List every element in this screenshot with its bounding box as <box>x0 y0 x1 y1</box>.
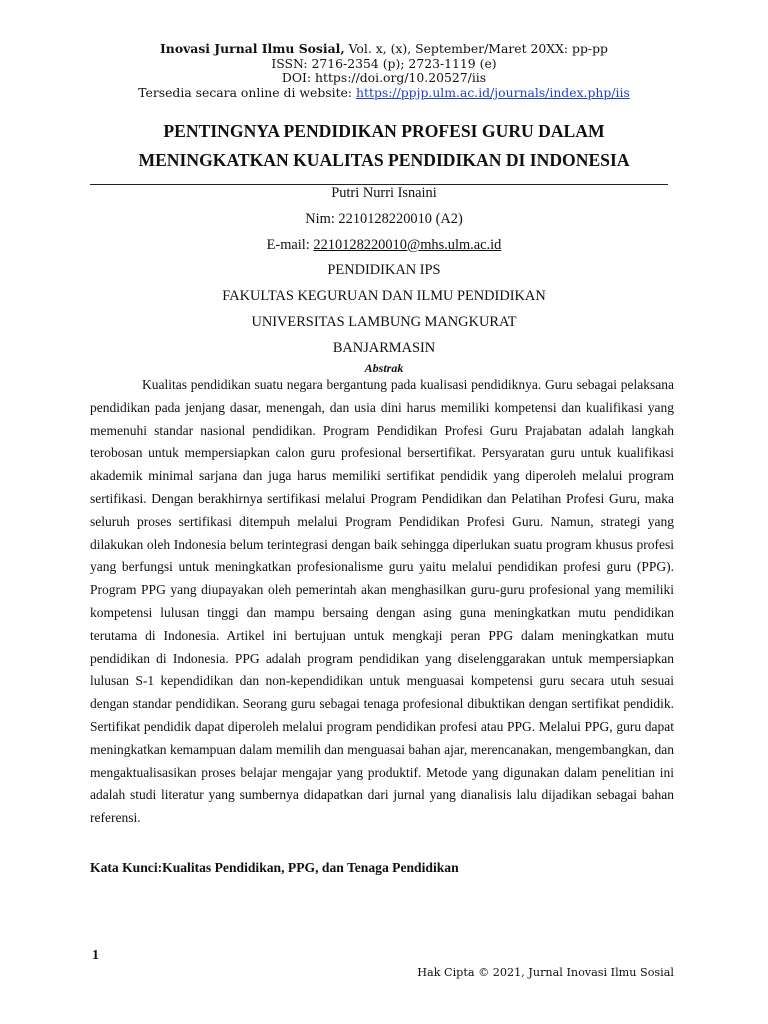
abstract-heading: Abstrak <box>364 361 404 375</box>
title-line-1: PENTINGNYA PENDIDIKAN PROFESI GURU DALAM <box>163 121 605 141</box>
online-prefix: Tersedia secara online di website: <box>138 84 356 100</box>
author-nim: Nim: 2210128220010 (A2) <box>305 210 463 227</box>
journal-meta: Vol. x, (x), September/Maret 20XX: pp-pp <box>344 41 608 56</box>
journal-name: Inovasi Jurnal Ilmu Sosial, <box>160 41 345 56</box>
author-faculty: FAKULTAS KEGURUAN DAN ILMU PENDIDIKAN <box>222 288 546 305</box>
author-program: PENDIDIKAN IPS <box>327 262 441 279</box>
author-city: BANJARMASIN <box>332 339 436 356</box>
keywords-line: Kata Kunci:Kualitas Pendidikan, PPG, dan Tenaga Pendidikan <box>90 860 459 875</box>
author-email-link[interactable]: 2210128220010@mhs.ulm.ac.id <box>313 236 502 253</box>
journal-header <box>90 42 678 100</box>
copyright-footer: Hak Cipta © 2021, Jurnal Inovasi Ilmu Sosial <box>417 966 674 979</box>
author-block <box>90 181 678 362</box>
abstract-body: Kualitas pendidikan suatu negara bergantung pada kualisasi pendidiknya. Guru sebagai pelaksana pendidikan pada jenjang dasar, menengah, dan usia dini harus memiliki kompetensi dan kualifikasi yang memenuhi standar nasional pendidikan. Program Pendidikan Profesi Guru Prajabatan adalah langkah terobosan untuk mempersiapkan calon guru profesional bersertifikat. Persyaratan guru untuk kualifikasi akademik minimal sarjana dan juga harus memiliki sertifikat pendidik yang diperoleh melalui program sertifikasi. Dengan berakhirnya sertifikasi melalui Program Pendidikan dan Pelatihan Profesi Guru, maka seluruh proses sertifikasi ditempuh melalui Program Pendidikan Profesi Guru. Namun, strategi yang dilakukan oleh Indonesia belum terintegrasi dengan baik sehingga diperlukan suatu program khusus profesi yang berfungsi untuk meningkatkan profesionalisme guru yaitu melalui pendidikan profesi guru (PPG). Program PPG yang diupayakan oleh pemerintah akan menghasilkan guru-guru profesional yang memiliki kompetensi lulusan tinggi dan mampu bersaing dengan asing guna meningkatkan mutu pendidikan terutama di Indonesia. Artikel ini bertujuan untuk mengkaji peran PPG dalam meningkatkan mutu pendidikan di Indonesia. PPG adalah program pendidikan yang diselenggarakan untuk mempersiapkan lulusan S-1 kependidikan dan non-kependidikan untuk menguasai kompetensi guru secara utuh sesuai dengan standar pendidikan. Seorang guru sebagai tenaga profesional dibuktikan dengan sertifikat pendidik. Sertifikat pendidik dapat diperoleh melalui program pendidikan profesi atau PPG. Melalui PPG, guru dapat meningkatkan kemampuan dalam memilih dan menguasai bahan ajar, merencanakan, mengembangkan, dan mengaktualisasikan proses belajar mengajar yang produktif. Metode yang digunakan dalam penelitian ini adalah studi literatur yang sumbernya didapatkan dari jurnal yang dianalisis lalu dijadikan sebagai bahan referensi. <box>90 377 674 826</box>
author-name: Putri Nurri Isnaini <box>331 185 437 201</box>
journal-website-link[interactable]: https://ppjp.ulm.ac.id/journals/index.php/iis <box>356 84 630 100</box>
paper-title <box>90 117 678 175</box>
journal-citation-line <box>90 42 678 57</box>
online-line <box>90 86 678 101</box>
title-line-2: MENINGKATKAN KUALITAS PENDIDIKAN DI INDONESIA <box>138 150 630 170</box>
doi-line: DOI: https://doi.org/10.20527/iis <box>281 70 487 86</box>
issn-line: ISSN: 2716-2354 (p); 2723-1119 (e) <box>271 55 497 71</box>
email-label: E-mail: <box>266 236 314 253</box>
author-university: UNIVERSITAS LAMBUNG MANGKURAT <box>251 313 517 330</box>
page-number: 1 <box>92 948 99 963</box>
author-email-line <box>90 233 678 259</box>
